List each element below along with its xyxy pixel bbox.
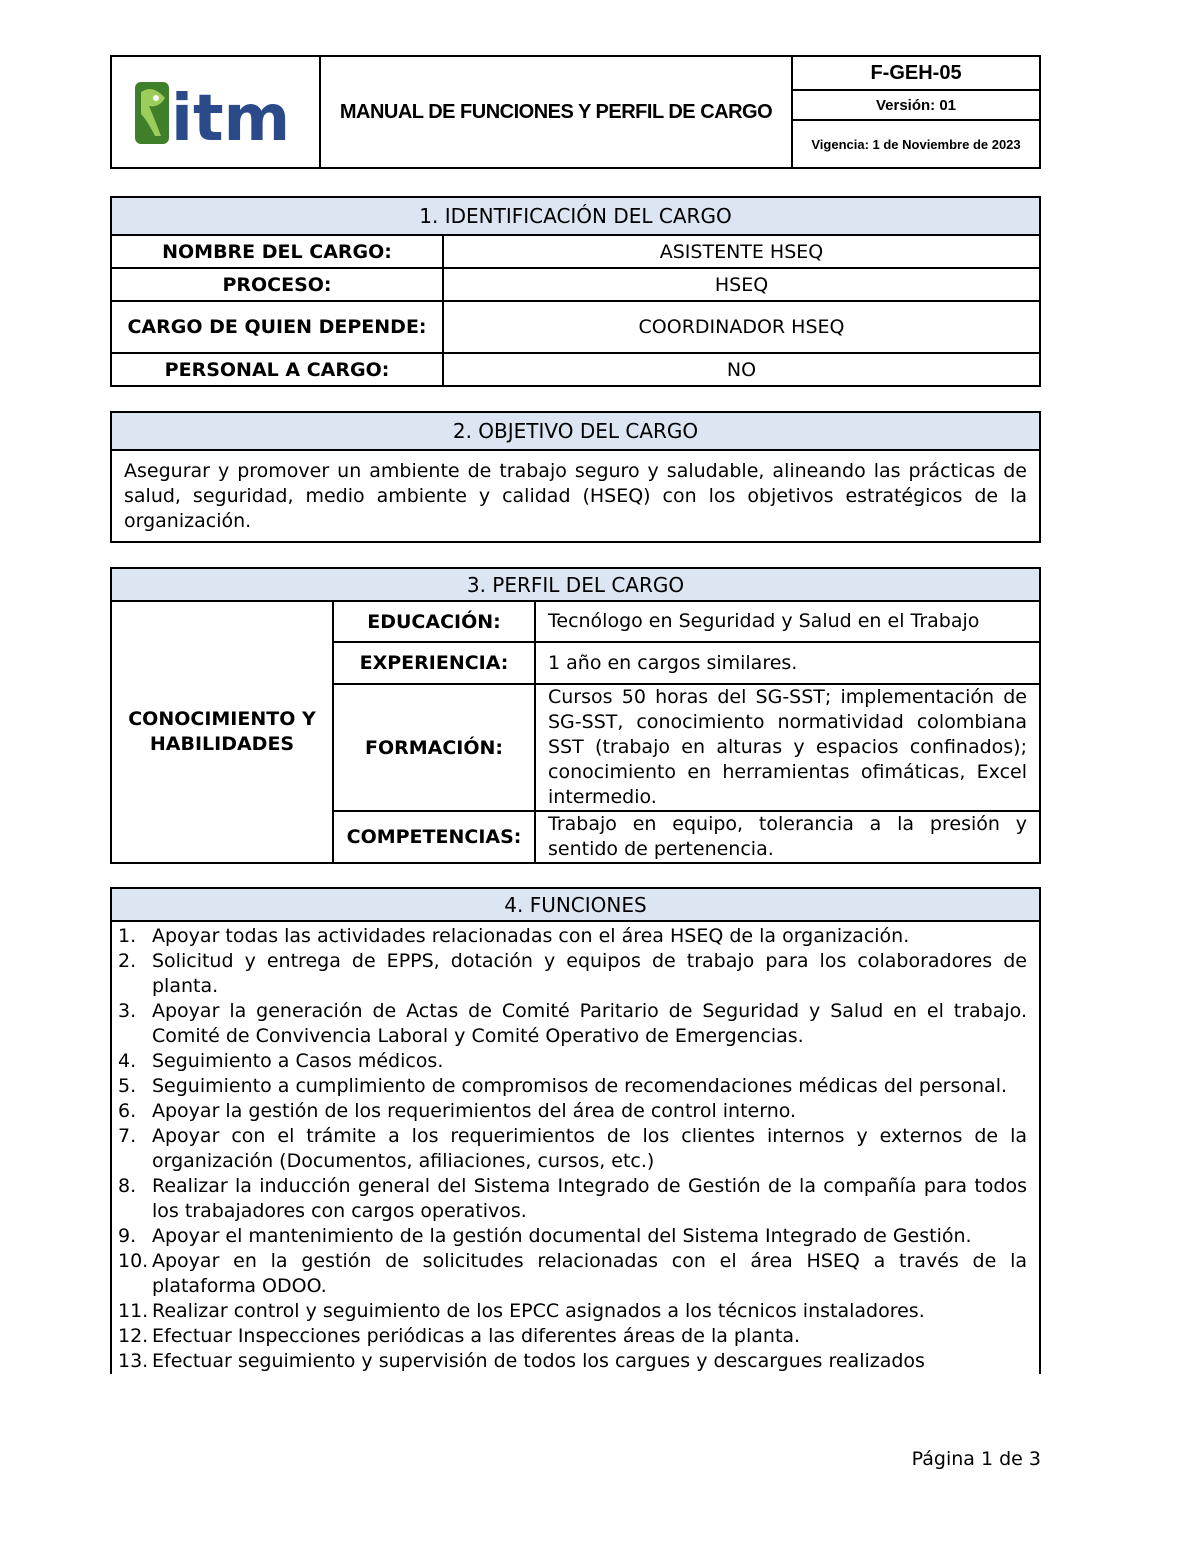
function-item (112, 1099, 1039, 1124)
document-code: F-GEH-05 (792, 56, 1040, 90)
function-item-number: 13. (118, 1350, 149, 1372)
functions-cell (111, 921, 1040, 1374)
function-item-number: 8. (118, 1175, 137, 1197)
value-experiencia: 1 año en cargos similares. (535, 642, 1040, 684)
function-item-text: Apoyar con el trámite a los requerimientos de los clientes internos y externos de la organización (Documentos, afiliaciones, cursos, etc.) (152, 1125, 1027, 1172)
function-item-number: 9. (118, 1225, 137, 1247)
function-item (112, 1299, 1039, 1324)
function-item-number: 1. (118, 925, 137, 947)
function-item-number: 10. (118, 1250, 149, 1272)
function-item (112, 999, 1039, 1049)
function-item-number: 7. (118, 1125, 137, 1147)
document-version: Versión: 01 (792, 90, 1040, 120)
section-perfil (110, 567, 1041, 864)
value-educacion: Tecnólogo en Seguridad y Salud en el Trabajo (535, 601, 1040, 642)
section-funciones (110, 887, 1041, 1374)
function-item-text: Realizar la inducción general del Sistema Integrado de Gestión de la compañía para todos los trabajadores con cargos operativos. (152, 1175, 1027, 1222)
function-item-text: Efectuar seguimiento y supervisión de todos los cargues y descargues realizados (152, 1350, 925, 1372)
section-identificacion (110, 196, 1041, 387)
function-item (112, 949, 1039, 999)
function-item (112, 1124, 1039, 1174)
function-item-number: 6. (118, 1100, 137, 1122)
page-number: Página 1 de 3 (911, 1448, 1041, 1470)
function-item-number: 2. (118, 950, 137, 972)
value-proceso: HSEQ (443, 268, 1040, 301)
function-item-text: Apoyar la generación de Actas de Comité Paritario de Seguridad y Salud en el trabajo. Comité de Convivencia Laboral y Comité Operativo de Emergencias. (152, 1000, 1027, 1047)
value-cargo-depende: COORDINADOR HSEQ (443, 301, 1040, 353)
section1-heading: 1. IDENTIFICACIÓN DEL CARGO (111, 197, 1040, 235)
function-item-text: Apoyar todas las actividades relacionadas con el área HSEQ de la organización. (152, 925, 910, 947)
function-item-text: Apoyar la gestión de los requerimientos del área de control interno. (152, 1100, 797, 1122)
function-item-number: 3. (118, 1000, 137, 1022)
document-header (110, 55, 1041, 169)
label-formacion: FORMACIÓN: (333, 684, 535, 811)
function-item (112, 1049, 1039, 1074)
function-item-number: 5. (118, 1075, 137, 1097)
function-item-number: 12. (118, 1325, 149, 1347)
group-label-conocimiento: CONOCIMIENTO Y HABILIDADES (111, 601, 333, 863)
function-item (112, 1324, 1039, 1349)
function-item-text: Apoyar en la gestión de solicitudes relacionadas con el área HSEQ a través de la plataforma ODOO. (152, 1250, 1027, 1297)
logo-wordmark: itm (170, 82, 290, 152)
function-item (112, 1249, 1039, 1299)
frog-logo-icon (131, 72, 301, 152)
function-item (112, 924, 1039, 949)
function-item (112, 1224, 1039, 1249)
section2-heading: 2. OBJETIVO DEL CARGO (111, 412, 1040, 450)
page-title: MANUAL DE FUNCIONES Y PERFIL DE CARGO (320, 56, 792, 168)
label-experiencia: EXPERIENCIA: (333, 642, 535, 684)
label-personal-cargo: PERSONAL A CARGO: (111, 353, 443, 386)
logo-cell (111, 56, 320, 168)
function-item-text: Apoyar el mantenimiento de la gestión documental del Sistema Integrado de Gestión. (152, 1225, 972, 1247)
section4-heading: 4. FUNCIONES (111, 888, 1040, 921)
function-item (112, 1349, 1039, 1374)
section3-heading: 3. PERFIL DEL CARGO (111, 568, 1040, 601)
label-proceso: PROCESO: (111, 268, 443, 301)
value-competencias: Trabajo en equipo, tolerancia a la presión y sentido de pertenencia. (535, 811, 1040, 863)
label-educacion: EDUCACIÓN: (333, 601, 535, 642)
value-personal-cargo: NO (443, 353, 1040, 386)
label-nombre-cargo: NOMBRE DEL CARGO: (111, 235, 443, 268)
function-item-text: Seguimiento a cumplimiento de compromisos de recomendaciones médicas del personal. (152, 1075, 1008, 1097)
itm-logo (112, 57, 319, 167)
function-item-text: Realizar control y seguimiento de los EPCC asignados a los técnicos instaladores. (152, 1300, 925, 1322)
function-item (112, 1074, 1039, 1099)
function-item-text: Solicitud y entrega de EPPS, dotación y equipos de trabajo para los colaboradores de planta. (152, 950, 1027, 997)
section-objetivo (110, 411, 1041, 543)
label-cargo-depende: CARGO DE QUIEN DEPENDE: (111, 301, 443, 353)
function-item-number: 4. (118, 1050, 137, 1072)
objective-text: Asegurar y promover un ambiente de trabajo seguro y saludable, alineando las prácticas de salud, seguridad, medio ambiente y calidad (HSEQ) con los objetivos estratégicos de la organización. (111, 450, 1040, 542)
value-formacion: Cursos 50 horas del SG-SST; implementación de SG-SST, conocimiento normatividad colombiana SST (trabajo en alturas y espacios confinados); conocimiento en herramientas ofimáticas, Excel intermedio. (535, 684, 1040, 811)
label-competencias: COMPETENCIAS: (333, 811, 535, 863)
function-item-number: 11. (118, 1300, 149, 1322)
function-item-text: Efectuar Inspecciones periódicas a las diferentes áreas de la planta. (152, 1325, 801, 1347)
document-validity: Vigencia: 1 de Noviembre de 2023 (792, 120, 1040, 168)
value-nombre-cargo: ASISTENTE HSEQ (443, 235, 1040, 268)
function-item (112, 1174, 1039, 1224)
functions-list (112, 924, 1039, 1374)
function-item-text: Seguimiento a Casos médicos. (152, 1050, 444, 1072)
